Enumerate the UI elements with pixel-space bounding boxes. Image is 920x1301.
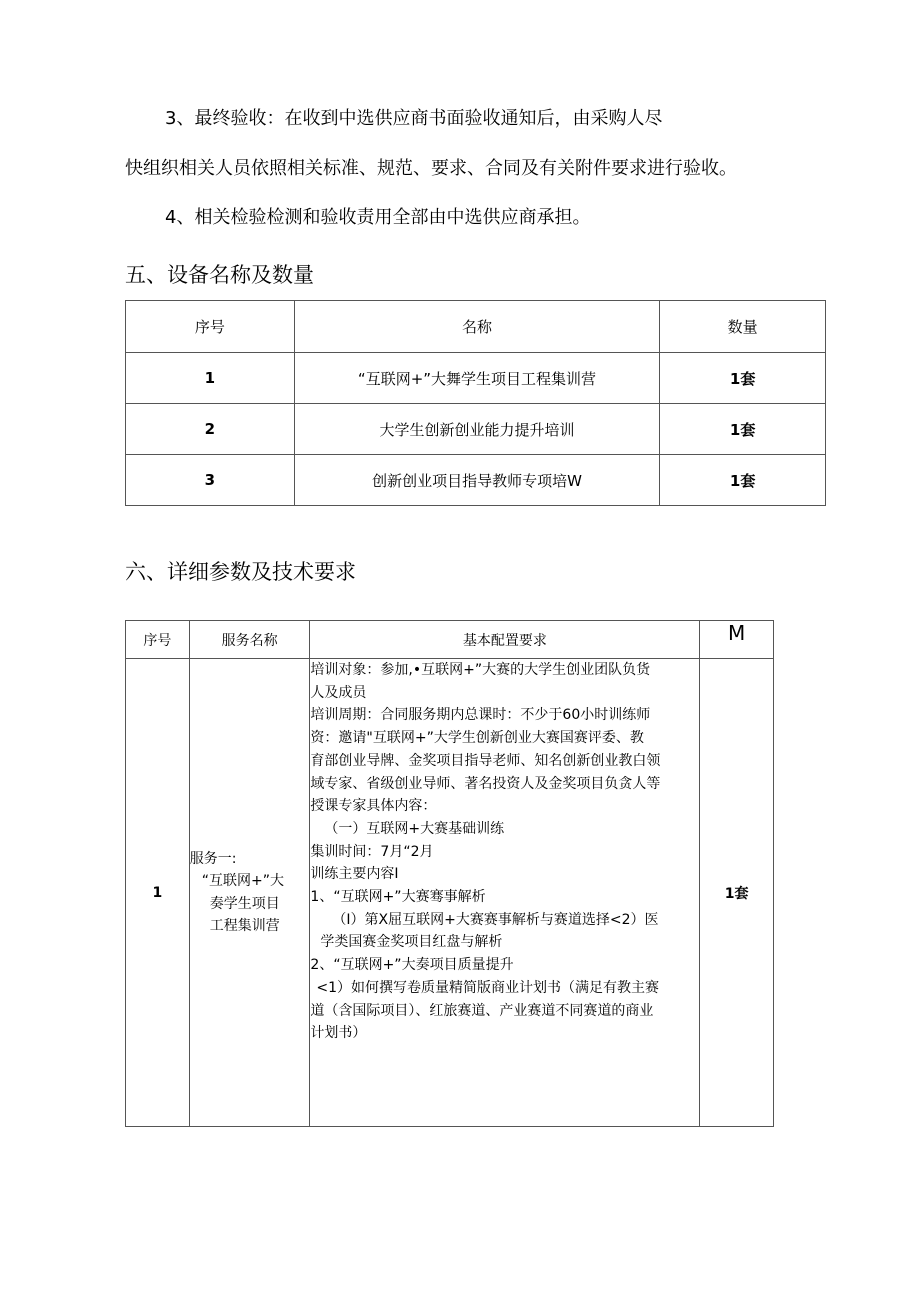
config-line: 训练主要内容I	[310, 866, 399, 883]
equipment-table	[125, 300, 826, 506]
row-no: 3	[126, 455, 295, 506]
table-row	[126, 455, 826, 506]
column-header-service: 服务名称	[189, 621, 310, 659]
config-line: 学类国赛金奖项目红盘与解析	[320, 934, 503, 951]
acceptance-item-3-line-1: 3、最终验收：在收到中选供应商书面验收通知后，由采购人尽	[165, 108, 663, 129]
row-no: 2	[126, 404, 295, 455]
column-header-config: 基本配置要求	[310, 621, 700, 659]
row-no: 1	[126, 353, 295, 404]
service-name-cell	[189, 659, 310, 1127]
table-row	[126, 353, 826, 404]
service-line: 奏学生项目	[209, 895, 280, 912]
column-header-name: 名称	[294, 301, 659, 353]
table-header-row	[126, 301, 826, 353]
config-line: 域专家、省级创业导师、著名投资人及金奖项目负贪人等	[310, 775, 661, 792]
row-qty: 1套	[660, 455, 826, 506]
service-line: “互联网+”大	[201, 873, 285, 889]
config-line: 2、“互联网+”大奏项目质量提升	[310, 957, 514, 974]
table-row	[126, 659, 774, 1127]
config-line: 集训时间：7月“2月	[310, 843, 434, 860]
row-qty: 1套	[660, 404, 826, 455]
config-line: 计划书）	[310, 1025, 367, 1042]
column-header-no: 序号	[126, 301, 295, 353]
section-6-heading: 六、详细参数及技术要求	[125, 560, 356, 584]
column-header-qty: 数量	[660, 301, 826, 353]
config-line: 授课专家具体内容：	[310, 798, 437, 815]
config-line: 人及成员	[310, 684, 367, 701]
table-header-row	[126, 621, 774, 659]
config-line: 道（含国际项目）、红旅赛道、产业赛道不同赛道的商业	[310, 1002, 654, 1019]
config-line: （一）互联网+大赛基础训练	[324, 820, 505, 837]
row-name: “互联网+”大舞学生项目工程集训营	[294, 353, 659, 404]
config-line: 资：邀请"互联网+”大学生创新创业大赛国赛评委、教	[310, 730, 644, 747]
row-name: 大学生创新创业能力提升培训	[294, 404, 659, 455]
section-5-heading: 五、设备名称及数量	[125, 263, 314, 287]
row-name: 创新创业项目指导教师专项培W	[294, 455, 659, 506]
row-qty: 1套	[700, 659, 774, 1127]
acceptance-item-4: 4、相关检验检测和验收责用全部由中选供应商承担。	[165, 207, 591, 228]
service-line: 服务一:	[189, 850, 237, 867]
table-row	[126, 404, 826, 455]
row-qty: 1套	[660, 353, 826, 404]
column-header-no: 序号	[126, 621, 190, 659]
config-cell	[310, 659, 700, 1127]
acceptance-item-3-line-2: 快组织相关人员依照相关标准、规范、要求、合同及有关附件要求进行验收。	[125, 158, 737, 179]
config-line: （I）第X屈互联网+大赛赛事解析与赛道选择<2）医	[332, 911, 659, 928]
config-line: 1、“互联网+”大赛骞事解析	[310, 889, 486, 906]
service-line: 工程集训营	[209, 918, 280, 934]
config-line: 育部创业导牌、金奖项目指导老师、知名创新创业教白领	[310, 752, 661, 769]
column-header-qty: M	[700, 621, 774, 659]
requirements-table	[125, 620, 774, 1127]
row-no: 1	[126, 659, 190, 1127]
config-line: <1）如何撰写卷质量精简版商业计划书（满足有教主赛	[316, 979, 660, 996]
config-line: 培训周期：合同服务期内总课时：不少于60小时训练师	[310, 707, 651, 724]
config-line: 培训对象：参加,•互联网+”大赛的大学生创业团队负货	[310, 662, 651, 678]
